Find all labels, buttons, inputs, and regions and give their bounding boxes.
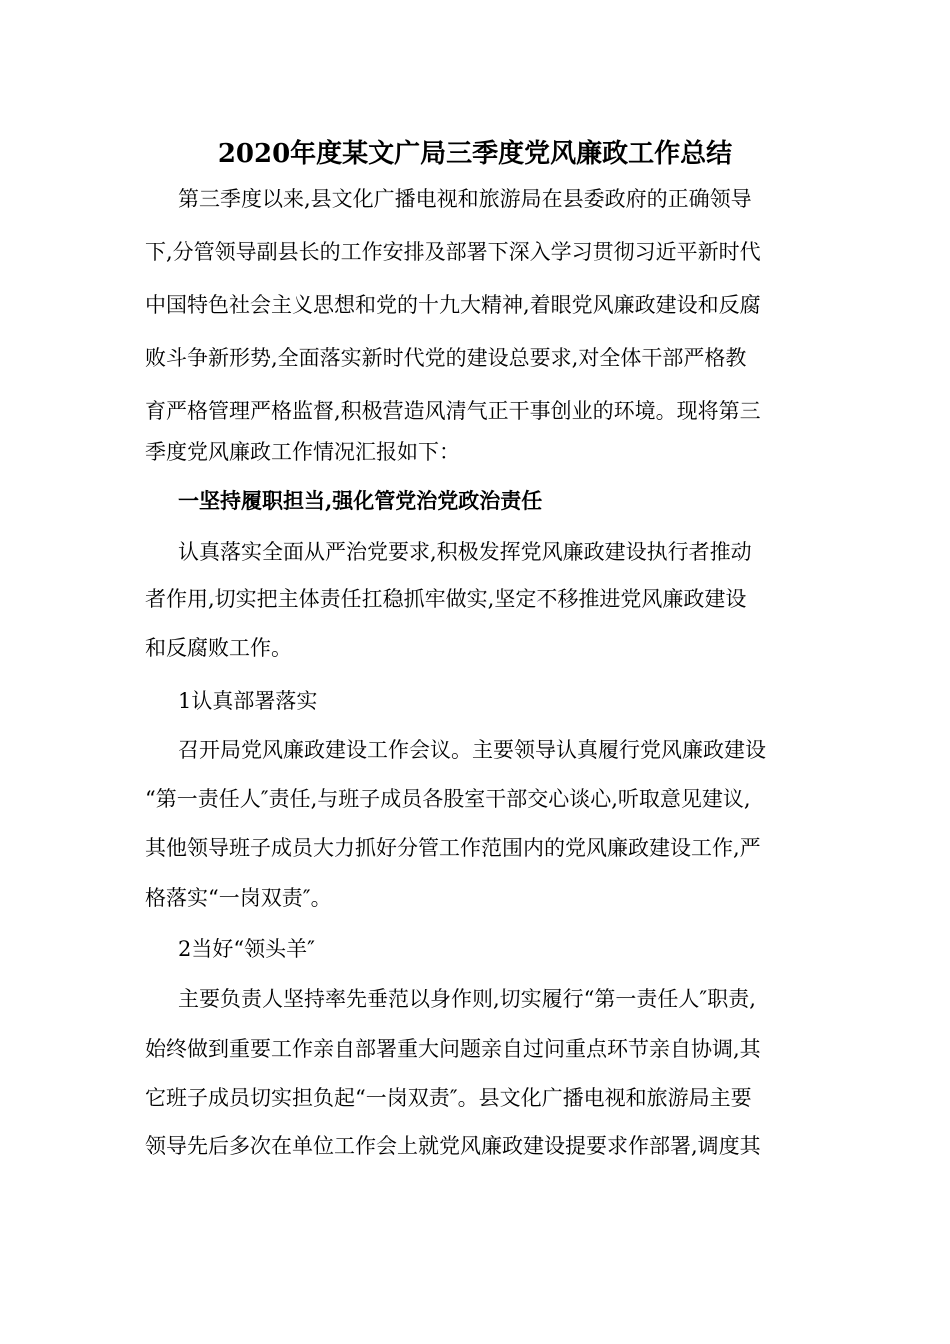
subsection-heading: 2当好“领头羊″ [178,937,315,961]
paragraph-line: 和反腐败工作。 [145,636,292,660]
paragraph-line: 下,分管领导副县长的工作安排及部署下深入学习贯彻习近平新时代 [145,240,761,264]
paragraph-line: 其他领导班子成员大力抓好分管工作范围内的党风廉政建设工作,严 [145,836,761,860]
paragraph-line: 主要负责人坚持率先垂范以身作则,切实履行“第一责任人″职责, [178,987,756,1011]
paragraph-line: 败斗争新形势,全面落实新时代党的建设总要求,对全体干部严格教 [145,346,747,370]
paragraph-line: 季度党风廉政工作情况汇报如下： [145,440,460,464]
paragraph-line: “第一责任人″责任,与班子成员各股室干部交心谈心,听取意见建议, [145,787,751,811]
paragraph-line: 者作用,切实把主体责任扛稳抓牢做实,坚定不移推进党风廉政建设 [145,587,747,611]
paragraph-line: 召开局党风廉政建设工作会议。主要领导认真履行党风廉政建设 [178,738,766,762]
paragraph-line: 育严格管理严格监督,积极营造风清气正干事创业的环境。现将第三 [145,399,761,423]
paragraph-line: 始终做到重要工作亲自部署重大问题亲自过问重点环节亲自协调,其 [145,1037,761,1061]
paragraph-line: 格落实“一岗双责″。 [145,886,332,910]
paragraph-line: 第三季度以来,县文化广播电视和旅游局在县委政府的正确领导 [178,187,752,211]
subsection-heading: 1认真部署落实 [178,689,318,713]
paragraph-line: 认真落实全面从严治党要求,积极发挥党风廉政建设执行者推动 [178,540,752,564]
paragraph-line: 它班子成员切实担负起“一岗双责″。县文化广播电视和旅游局主要 [145,1086,752,1110]
document-title: 2020年度某文广局三季度党风廉政工作总结 [217,139,733,169]
section-heading: 一坚持履职担当,强化管党治党政治责任 [178,488,543,513]
paragraph-line: 中国特色社会主义思想和党的十九大精神,着眼党风廉政建设和反腐 [145,293,761,317]
paragraph-line: 领导先后多次在单位工作会上就党风廉政建设提要求作部署,调度其 [145,1134,761,1158]
